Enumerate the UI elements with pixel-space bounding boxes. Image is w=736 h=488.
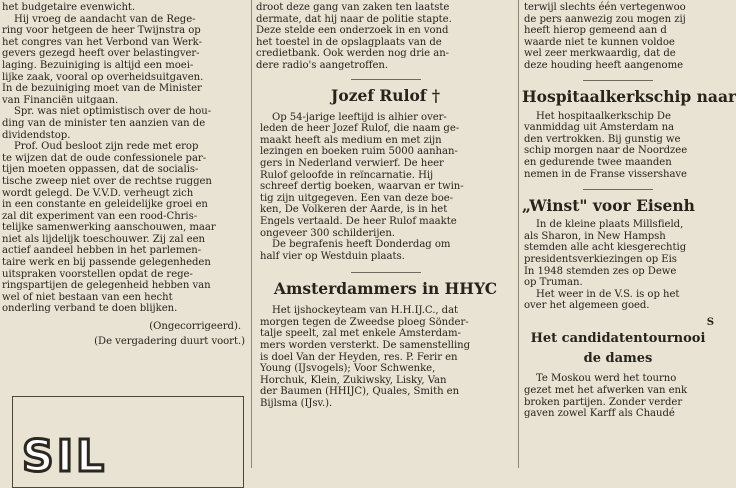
text-line: Young (IJsvogels); Voor Schwenke, [260,363,436,375]
text-line: gevers gezegd heeft over belastingver- [2,48,200,60]
headline-candidatentournooi: Het candidatentournooi [530,331,706,347]
text-line: terwijl slechts één vertegenwoo [524,2,686,13]
text-line: Het hospitaalkerkschip De [536,110,671,122]
text-line: morgen tegen de Zweedse ploeg Sönder- [260,316,469,328]
article-hospitaalkerkschip-body [522,111,714,181]
text-line: onderling verband te doen blijken. [2,303,178,315]
separator [583,189,653,190]
text-line: tische zweep niet over de rechtse ruggen [2,175,212,187]
text-line: stemden alle acht kiesgerechtig [524,242,687,254]
article-continuation [256,0,515,72]
continuation-note: (De vergadering duurt voort.) [94,335,245,347]
article-hhyc-body [256,305,515,409]
text-line: lezingen en boeken ruim 5000 aanhan- [260,146,458,158]
text-line: actief aandeel hebben in het parlemen- [2,245,202,257]
headline-winst: „Winst" voor Eisenh [522,196,695,216]
text-line: ding van de minister ten aanzien van de [2,117,206,129]
text-line: presidentsverkiezingen op Eis [524,253,677,265]
text-line: de pers aanwezig zou mogen zij [524,13,686,25]
text-line: maakt heeft als medium en met zijn [260,134,442,146]
text-line: telijke samenwerking aanschouwen, maar [2,222,216,234]
text-line: De begrafenis heeft Donderdag om [272,239,451,251]
text-line: wel zeer merkwaardig, dat de [524,48,676,60]
text-line: leden de heer Jozef Rulof, die naam ge- [260,123,460,135]
text-line: vanmiddag uit Amsterdam na [524,122,674,134]
text-line: mers worden versterkt. De samenstelling [260,340,470,352]
text-line: Bijlsma (IJsv.). [260,398,333,410]
text-line: In de bezuiniging moet van de Minister [2,83,202,95]
text-line: Horchuk, Klein, Zukiwsky, Lisky, Van [260,374,447,386]
text-line: Spr. was niet optimistisch over de hou- [14,106,212,118]
article-candidatentournooi-body [522,373,714,419]
article-winst-body [522,219,714,312]
text-line: op Truman. [524,277,583,289]
text-line: over het algemeen goed. [524,300,650,312]
column-right [522,0,736,468]
text-line: in een constante en geleidelijke groei en [2,199,208,211]
text-line: den vertrokken. Bij gunstig we [524,133,681,145]
text-line: het budgetaire evenwicht. [2,2,136,13]
headline-hospitaalkerkschip: Hospitaalkerkschip naar [522,86,736,106]
text-line: dermate, dat hij naar de politie stapte. [256,13,452,25]
text-line: Hij vroeg de aandacht van de Rege- [14,13,196,25]
text-line: heeft hierop gemeend aan d [524,25,667,37]
text-line: credietbank. Ook werden nog drie an- [256,48,450,60]
article-body [0,0,249,315]
text-line: gers in Nederland verwierf. De heer [260,157,444,169]
text-line: als Sharon, in New Hampsh [524,230,666,242]
column-middle [256,0,515,468]
text-line: waarde niet te kunnen voldoe [524,36,675,48]
text-line: gaven zowel Karff als Chaudé [524,408,675,420]
text-line: wel of niet bestaan van een hecht [2,291,173,303]
text-line: ringspartijen de gelegenheid hebben van [2,280,211,292]
headline-candidatentournooi-line2: de dames [583,351,653,367]
text-line: broken partijen. Zonder verder [524,396,683,408]
text-line: Te Moskou werd het tourno [536,373,677,385]
text-line: het congres van het Verbond van Werk- [2,36,202,48]
text-line: laging. Bezuiniging is altijd een moei- [2,59,194,71]
column-rule [518,0,519,468]
text-line: droot deze gang van zaken ten laatste [256,2,450,13]
article-rulof-body [256,112,515,263]
article-continuation [522,0,714,72]
text-line: te wijzen dat de oude confessionele par- [2,152,207,164]
text-line: niet als lijdelijk toeschouwer. Zij zal een [2,233,205,245]
separator [351,272,421,273]
text-line: gezet met het afwerken van enk [524,385,688,397]
text-line: wordt gelegd. De V.V.D. verheugt zich [2,187,194,199]
separator [583,80,653,81]
text-line: Het ijshockeyteam van H.H.IJ.C., dat [272,305,459,317]
text-line: schreef dertig boeken, waarvan er twin- [260,181,464,193]
text-line: is doel Van der Heyden, res. P. Ferir en [260,351,458,363]
signature: (Ongecorrigeerd). [149,321,241,333]
text-line: nemen in de Franse vissershave [524,168,687,180]
text-line: zal dit experiment van een rood-Chris- [2,210,198,222]
text-line: Deze stelde een onderzoek in en vond [256,25,449,37]
text-line: tijen moeten oppassen, dat de socialis- [2,164,199,176]
text-line: deze houding heeft aangenome [524,59,684,71]
text-line: Prof. Oud besloot zijn rede met erop [14,141,199,153]
text-line: half vier op Westduin plaats. [260,250,405,262]
text-line: dividendstop. [2,129,71,141]
text-line: lijke zaak, vooral op overheidsuitgaven. [2,71,204,83]
text-line: ongeveer 300 schilderijen. [260,227,395,239]
text-line: tig zijn uitgegeven. Een van deze boe- [260,192,454,204]
text-line: schip morgen naar de Noordzee [524,145,688,157]
text-line: In 1948 stemden zes op Dewe [524,265,677,277]
text-line: ken, De Volkeren der Aarde, is in het [260,204,448,216]
text-line: Rulof geloofde in reïncarnatie. Hij [260,169,434,181]
text-line: ring voor hetgeen de heer Twijnstra op [2,25,201,37]
text-line: der Baumen (HHIJC), Quales, Smith en [260,386,460,398]
text-line: taire werk en bij passende gelegenheden [2,257,211,269]
headline-fragment: S [706,316,714,328]
text-line: dere radio's aangetroffen. [256,59,388,71]
separator [351,79,421,80]
text-line: Engels vertaald. De heer Rulof maakte [260,215,457,227]
text-line: en gedurende twee maanden [524,156,672,168]
text-line: In de kleine plaats Millsfield, [536,219,684,231]
text-line: uitspraken voorstellen opdat de rege- [2,268,193,280]
text-line: het toestel in de opslagplaats van de [256,36,442,48]
text-line: Op 54-jarige leeftijd is alhier over- [272,111,447,123]
text-line: talje speelt, zal met enkele Amsterdam- [260,328,461,340]
text-line: Het weer in de V.S. is op het [536,288,680,300]
advertisement-lettering: SIL [22,431,108,482]
headline-hhyc: Amsterdammers in HHYC [273,279,498,299]
column-rule [251,0,252,468]
headline-rulof: Jozef Rulof † [331,85,440,105]
text-line: van Financiën uitgaan. [2,94,119,106]
